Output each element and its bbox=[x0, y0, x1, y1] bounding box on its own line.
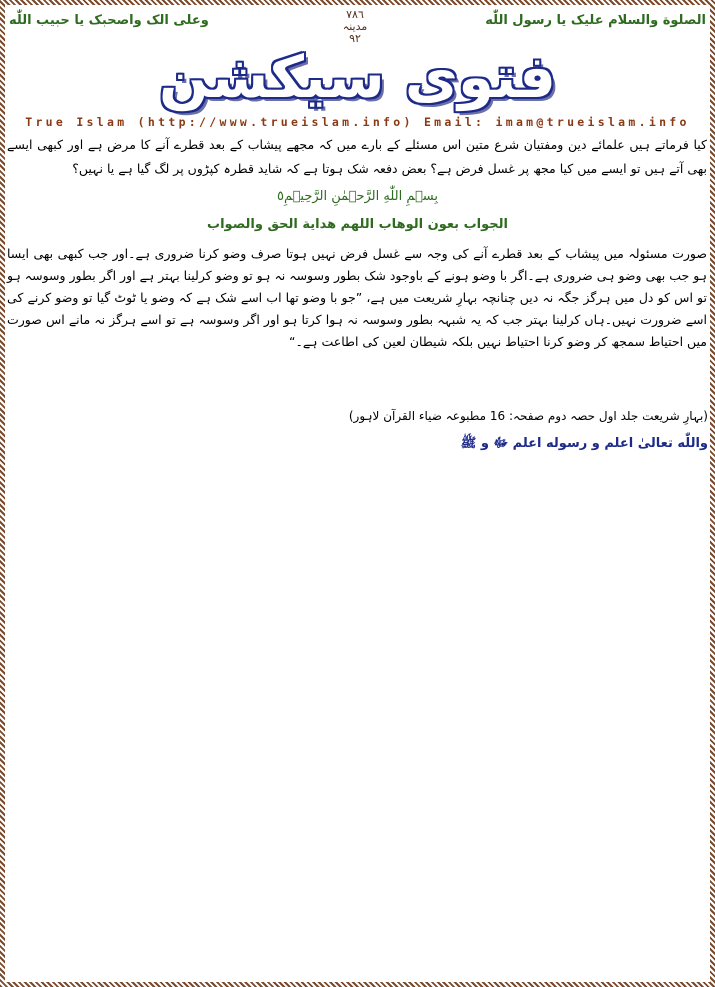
center-mark bbox=[325, 9, 385, 45]
site-contact-line: True Islam (http://www.trueislam.info) Email: imam@trueislam.info bbox=[25, 115, 690, 129]
answer-text: صورت مسئولہ میں پیشاب کے بعد قطرے آنے کی وجہ سے غسل فرض نہیں ہوتا صرف وضو کرنا ضروری ہے۔اور جب کبھی بھی ایسا ہو جب بھی وضو ہی ضروری ہے۔اگر با وضو ہونے کے باوجود شک بطور وسوسہ نہ ہو تو وضو کرلینا بہتر ہے اور اگر بطور وسوسہ ہو تو اس کو دل میں ہرگز جگہ نہ دیں چنانچہ بہارِ شریعت میں ہے، ”جو با وضو تھا اب اسے شک ہے کہ وضو یا ٹوٹ گیا تو وضو کرنے کی اسے ضرورت نہیں۔ہاں کرلینا بہتر جب کہ یہ شبہہ بطور وسوسہ نہ ہوا کرتا ہو اور اگر وسوسہ ہے تو اسے ہرگز نہ مانے اس صورت میں احتیاط سمجھ کر وضو کرنا احتیاط نہیں بلکہ شیطان لعین کی اطاعت ہے۔“ bbox=[7, 246, 707, 349]
center-mark-middle: مدینہ bbox=[342, 20, 368, 33]
page-content bbox=[5, 5, 710, 982]
reference-citation: (بہارِ شریعت جلد اول حصہ دوم صفحہ: 16 مطبوعہ ضیاء القرآن لاہور) bbox=[348, 409, 708, 423]
center-mark-top: ۷٨٦ bbox=[346, 8, 364, 21]
bismillah: بِسۡمِ اللّٰهِ الرَّحۡمٰنِ الرَّحِیۡمِ٥ bbox=[276, 189, 439, 204]
answer-heading: الجواب بعون الوهاب اللهم هداية الحق والصواب bbox=[207, 217, 508, 232]
salutation-right: الصلوة والسلام علیک یا رسول اللّٰه bbox=[485, 13, 706, 28]
page-title: فتوی سیکشن bbox=[158, 43, 557, 111]
question-text: کیا فرماتے ہیں علمائے دین ومفتیان شرع متین اس مسئلے کے بارے میں کہ مجھے پیشاب کے بعد قطرے آنے کا مرض ہے اور کبھی ایسے بھی آتے ہیں تو ایسے میں کیا مجھ پر غسل فرض ہے؟ بعض دفعہ شک ہوتا ہے کہ شاید قطرہ کپڑوں پر لگ گیا ہے یا نہیں؟ bbox=[7, 137, 707, 176]
center-mark-bottom: ۹۲ bbox=[349, 32, 361, 45]
closing-line: واللّٰه تعالیٰ اعلم و رسوله اعلم ﷻ و ﷺ bbox=[460, 436, 708, 451]
salutation-left: وعلی الک واصحبک یا حبیب اللّٰه bbox=[9, 13, 209, 28]
